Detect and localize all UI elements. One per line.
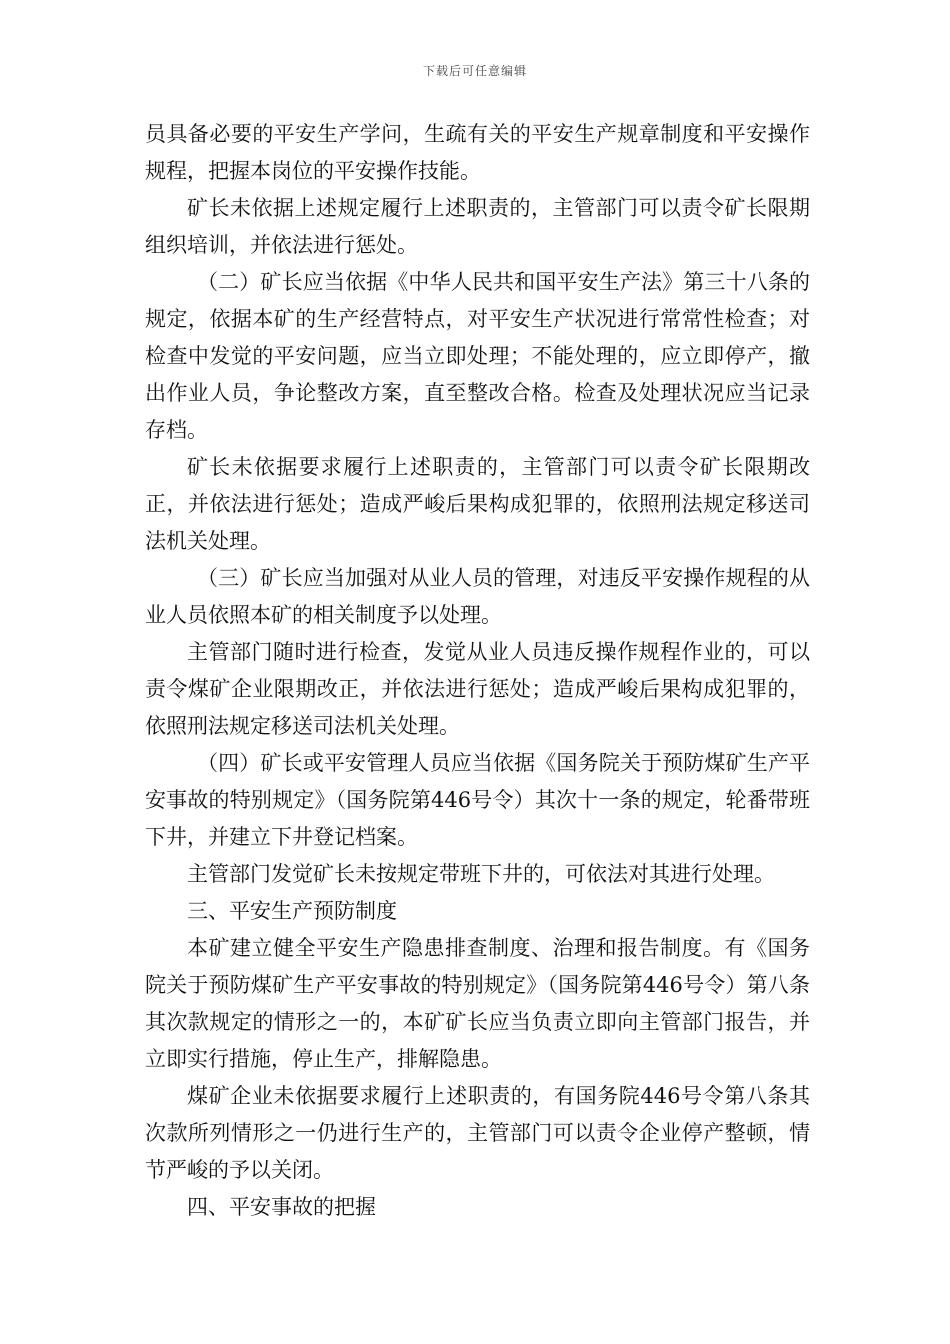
paragraph: （二）矿长应当依据《中华人民共和国平安生产法》第三十八条的规定，依据本矿的生产经营特点，对平安生产状况进行常常性检查；对检查中发觉的平安问题，应当立即处理；不能处理的，应立即停产，撤出作业人员，争论整改方案，直至整改合格。检查及处理状况应当记录存档。 [145,270,810,442]
paragraph: （四）矿长或平安管理人员应当依据《国务院关于预防煤矿生产平安事故的特别规定》（国务院第446号令）其次十一条的规定，轮番带班下井，并建立下井登记档案。 [145,751,810,849]
paragraph: （三）矿长应当加强对从业人员的管理，对违反平安操作规程的从业人员依照本矿的相关制度予以处理。 [145,566,810,627]
section-heading: 四、平安事故的把握 [187,1195,376,1219]
paragraph: 员具备必要的平安生产学问，生疏有关的平安生产规章制度和平安操作规程，把握本岗位的平安操作技能。 [145,122,810,183]
document-body [145,116,810,1226]
paragraph: 本矿建立健全平安生产隐患排查制度、治理和报告制度。有《国务院关于预防煤矿生产平安事故的特别规定》（国务院第446号令）第八条其次款规定的情形之一的，本矿矿长应当负责立即向主管部门报告，并立即实行措施，停止生产，排解隐患。 [145,936,810,1071]
page-header: 下载后可任意编辑 [422,64,527,78]
paragraph: 煤矿企业未依据要求履行上述职责的，有国务院446号令第八条其次款所列情形之一仍进行生产的，主管部门可以责令企业停产整顿，情节严峻的予以关闭。 [145,1084,810,1182]
paragraph: 主管部门随时进行检查，发觉从业人员违反操作规程作业的，可以责令煤矿企业限期改正，并依法进行惩处；造成严峻后果构成犯罪的，依照刑法规定移送司法机关处理。 [145,640,810,738]
paragraph: 主管部门发觉矿长未按规定带班下井的，可依法对其进行处理。 [187,862,775,886]
paragraph: 矿长未依据要求履行上述职责的，主管部门可以责令矿长限期改正，并依法进行惩处；造成严峻后果构成犯罪的，依照刑法规定移送司法机关处理。 [145,455,810,553]
section-heading: 三、平安生产预防制度 [187,899,397,923]
paragraph: 矿长未依据上述规定履行上述职责的，主管部门可以责令矿长限期组织培训，并依法进行惩处。 [145,196,810,257]
